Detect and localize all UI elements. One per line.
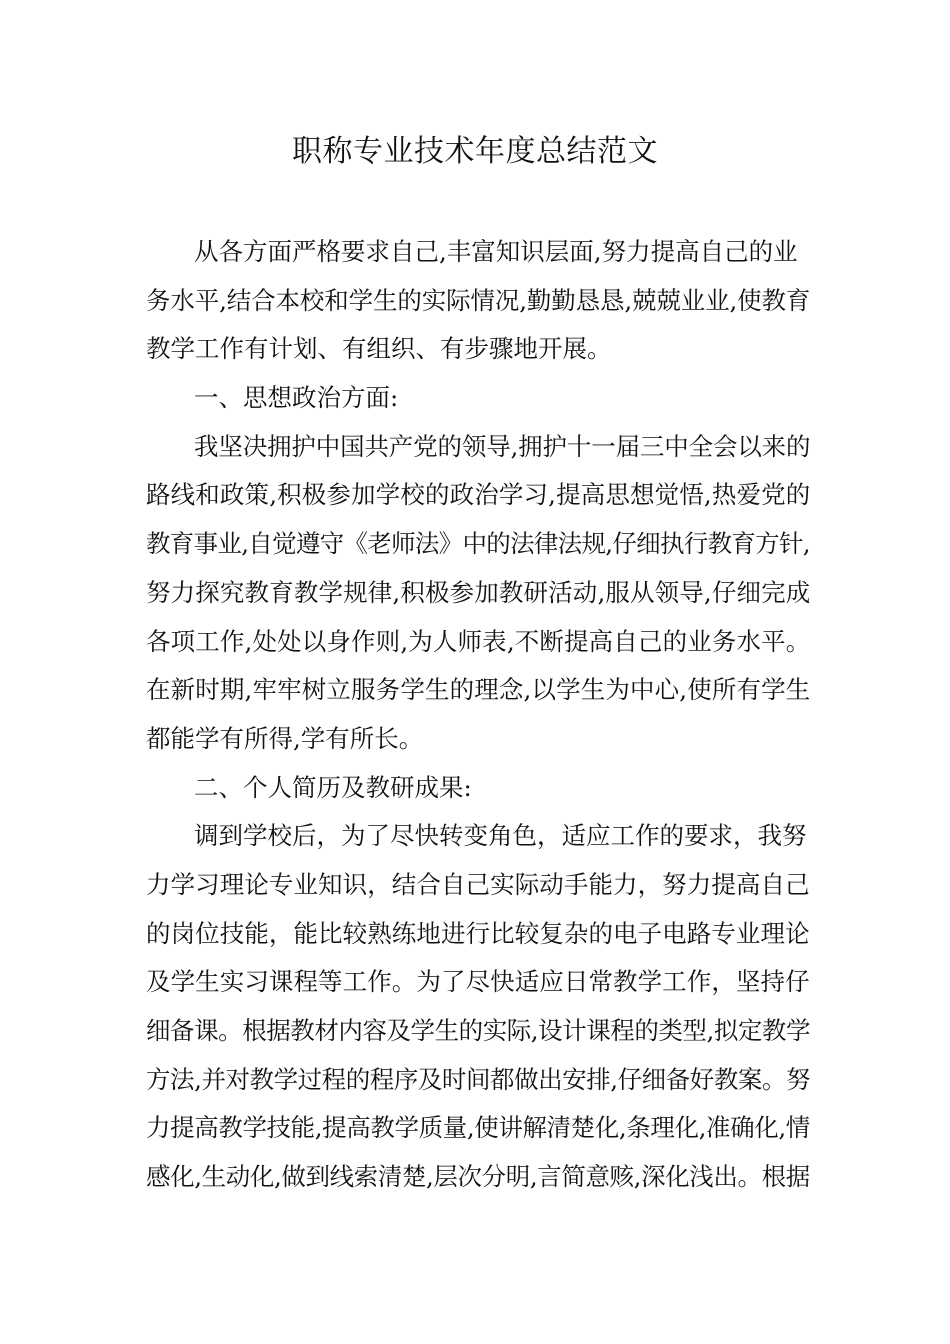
text-line: 都能学有所得,学有所长。 (146, 723, 424, 753)
text-line: 从各方面严格要求自己,丰富知识层面,努力提高自己的业 (194, 237, 798, 266)
text-line: 感化,生动化,做到线索清楚,层次分明,言简意赅,深化浅出。根据 (146, 1162, 810, 1192)
text-line: 教育事业,自觉遵守《老师法》中的法律法规,仔细执行教育方针, (146, 529, 810, 559)
text-line: 力学习理论专业知识，结合自己实际动手能力，努力提高自己 (146, 869, 810, 899)
text-line: 努力探究教育教学规律,积极参加教研活动,服从领导,仔细完成 (146, 577, 811, 607)
text-line: 细备课。根据教材内容及学生的实际,设计课程的类型,拟定教学 (146, 1016, 811, 1045)
text-line: 及学生实习课程等工作。为了尽快适应日常教学工作，坚持仔 (146, 967, 810, 997)
text-line: 力提高教学技能,提高教学质量,使讲解清楚化,条理化,准确化,情 (146, 1113, 810, 1143)
text-line: 方法,并对教学过程的程序及时间都做出安排,仔细备好教案。努 (146, 1064, 811, 1094)
text-line: 一、思想政治方面: (194, 383, 399, 413)
text-line: 我坚决拥护中国共产党的领导,拥护十一届三中全会以来的 (194, 431, 811, 461)
text-line: 教学工作有计划、有组织、有步骤地开展。 (146, 334, 612, 364)
text-line: 务水平,结合本校和学生的实际情况,勤勤恳恳,兢兢业业,使教育 (146, 285, 811, 315)
document-title: 职称专业技术年度总结范文 (292, 134, 658, 169)
document-body (146, 228, 810, 1202)
text-line: 各项工作,处处以身作则,为人师表,不断提高自己的业务水平。 (146, 626, 811, 656)
text-line: 路线和政策,积极参加学校的政治学习,提高思想觉悟,热爱党的 (146, 480, 811, 510)
text-line: 的岗位技能，能比较熟练地进行比较复杂的电子电路专业理论 (146, 918, 810, 948)
text-line: 二、个人简历及教研成果: (194, 772, 472, 802)
text-line: 调到学校后，为了尽快转变角色，适应工作的要求，我努 (194, 821, 807, 851)
text-line: 在新时期,牢牢树立服务学生的理念,以学生为中心,使所有学生 (146, 675, 811, 705)
